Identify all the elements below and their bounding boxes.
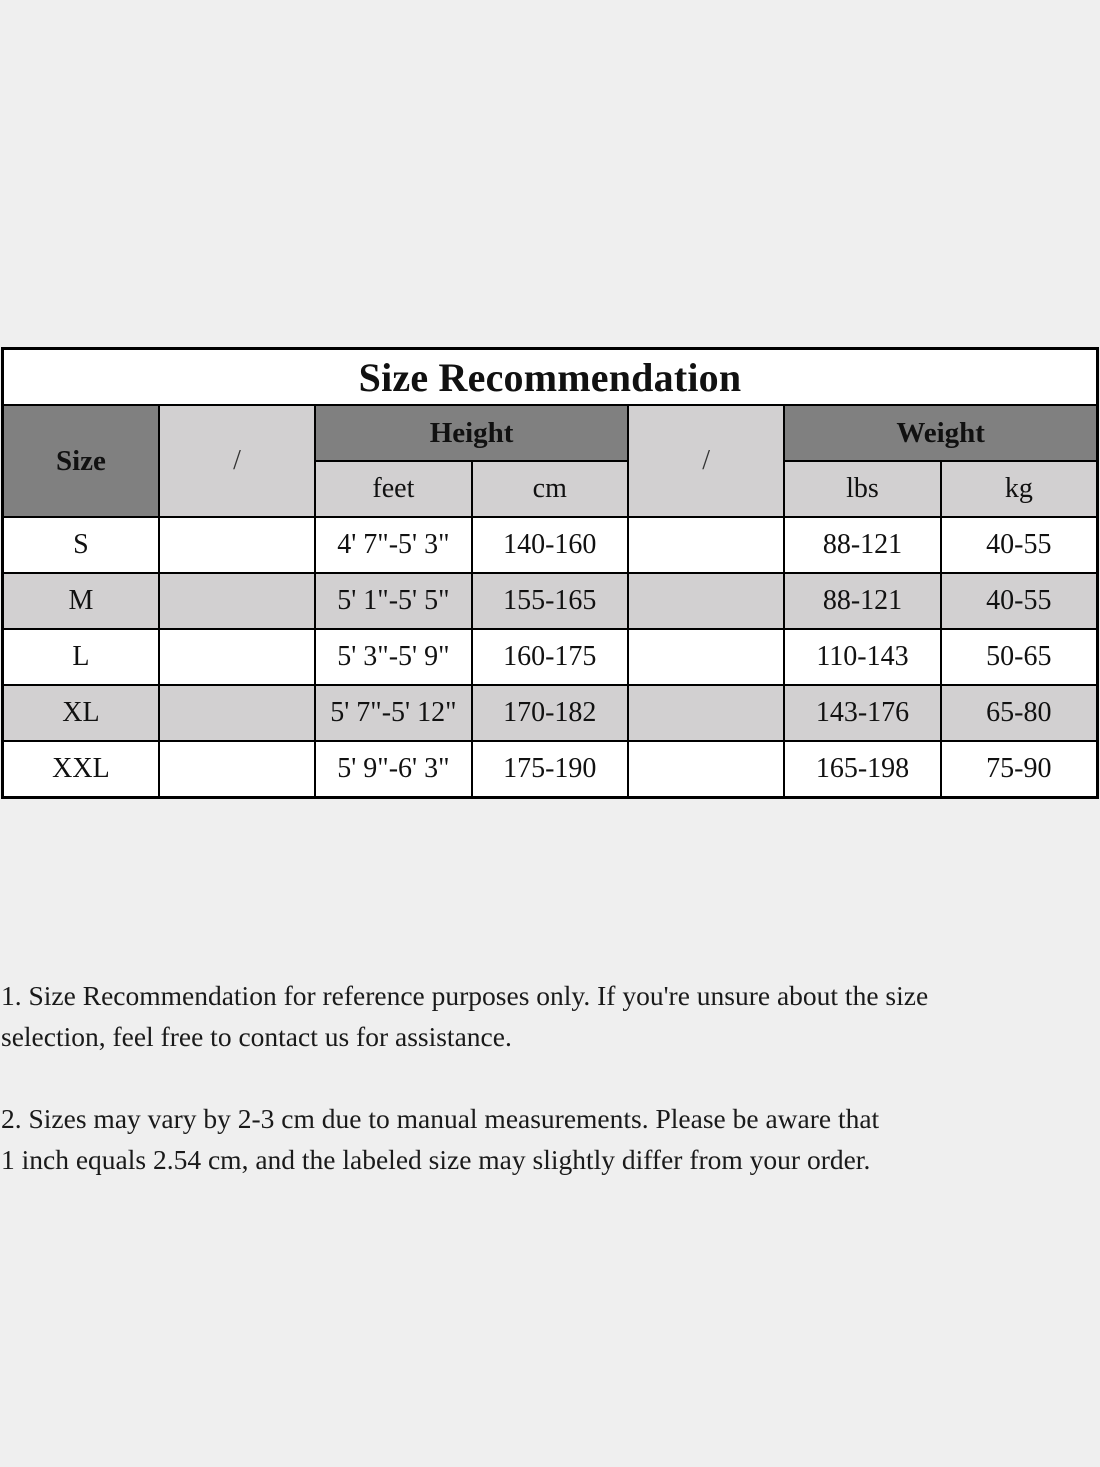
blank-cell [628, 629, 784, 685]
table-row [3, 741, 1098, 798]
kg-cell: 75-90 [941, 741, 1098, 798]
kg-cell: 50-65 [941, 629, 1098, 685]
blank-cell [159, 741, 315, 798]
lbs-cell: 88-121 [784, 517, 940, 573]
note-2: 2. Sizes may vary by 2-3 cm due to manual measurements. Please be aware that 1 inch equals 2.54 cm, and the labeled size may slightly differ from your order. [1, 1103, 880, 1175]
cm-cell: 160-175 [472, 629, 628, 685]
kg-header: kg [941, 461, 1098, 517]
lbs-header: lbs [784, 461, 940, 517]
lbs-cell: 88-121 [784, 573, 940, 629]
slash-header-1: / [159, 405, 315, 517]
table-row [3, 517, 1098, 573]
table-title: Size Recommendation [3, 349, 1098, 406]
blank-cell [159, 517, 315, 573]
feet-cell: 4' 7"-5' 3" [315, 517, 471, 573]
size-cell: S [3, 517, 159, 573]
size-cell: M [3, 573, 159, 629]
weight-header: Weight [784, 405, 1097, 461]
blank-cell [628, 517, 784, 573]
size-recommendation-table [1, 347, 1099, 799]
cm-cell: 140-160 [472, 517, 628, 573]
cm-cell: 155-165 [472, 573, 628, 629]
feet-cell: 5' 1"-5' 5" [315, 573, 471, 629]
feet-cell: 5' 7"-5' 12" [315, 685, 471, 741]
blank-cell [159, 573, 315, 629]
note-1: 1. Size Recommendation for reference purposes only. If you're unsure about the size selection, feel free to contact us for assistance. [1, 980, 929, 1052]
cm-header: cm [472, 461, 628, 517]
cm-cell: 175-190 [472, 741, 628, 798]
blank-cell [628, 573, 784, 629]
cm-cell: 170-182 [472, 685, 628, 741]
feet-header: feet [315, 461, 471, 517]
size-header: Size [3, 405, 159, 517]
size-cell: XL [3, 685, 159, 741]
size-cell: XXL [3, 741, 159, 798]
slash-header-2: / [628, 405, 784, 517]
lbs-cell: 110-143 [784, 629, 940, 685]
blank-cell [628, 741, 784, 798]
kg-cell: 40-55 [941, 517, 1098, 573]
size-cell: L [3, 629, 159, 685]
size-notes [1, 975, 1091, 1221]
table-row [3, 629, 1098, 685]
kg-cell: 65-80 [941, 685, 1098, 741]
feet-cell: 5' 9"-6' 3" [315, 741, 471, 798]
kg-cell: 40-55 [941, 573, 1098, 629]
blank-cell [159, 685, 315, 741]
blank-cell [159, 629, 315, 685]
feet-cell: 5' 3"-5' 9" [315, 629, 471, 685]
table-row [3, 573, 1098, 629]
lbs-cell: 143-176 [784, 685, 940, 741]
lbs-cell: 165-198 [784, 741, 940, 798]
table-row [3, 685, 1098, 741]
height-header: Height [315, 405, 628, 461]
blank-cell [628, 685, 784, 741]
